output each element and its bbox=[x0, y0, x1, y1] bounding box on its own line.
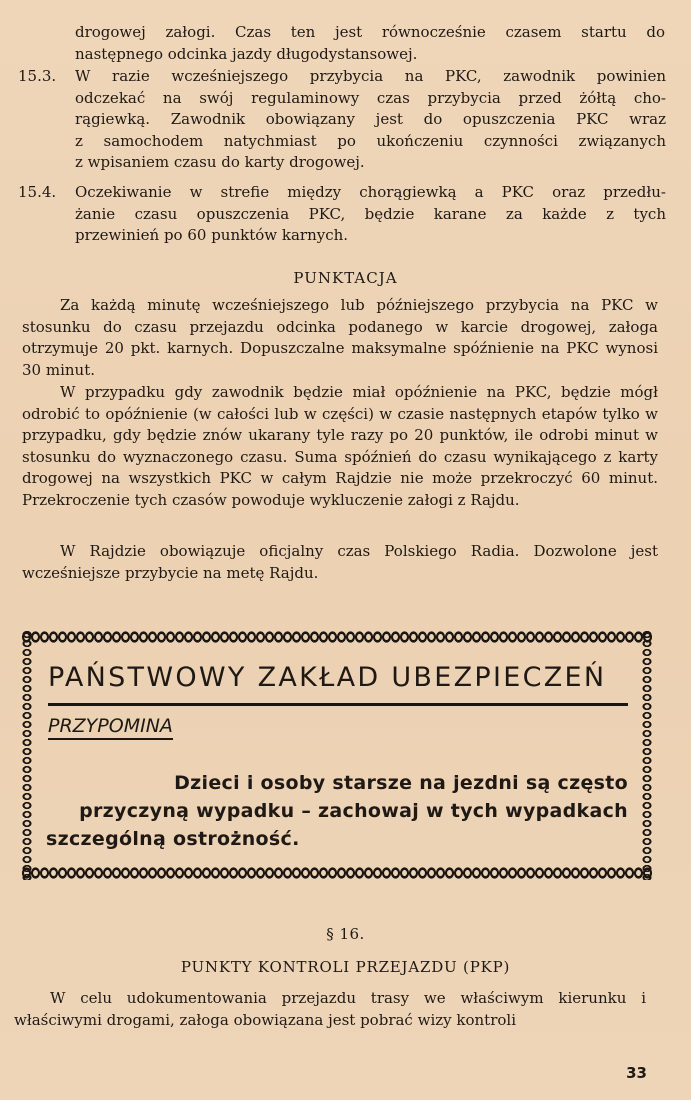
chain-border-right bbox=[640, 630, 654, 880]
advert-line: szczególną ostrożność. bbox=[46, 828, 300, 850]
section-number: § 16. bbox=[326, 925, 365, 943]
advert-title-rule bbox=[48, 703, 628, 706]
paragraph: W celu udokumentowania przejazdu trasy we właściwym kierunku i właściwymi drogami, załoga obowiązana jest pobrać wizy kontroli bbox=[14, 989, 646, 1029]
paragraph: W Rajdzie obowiązuje oficjalny czas Polskiego Radia. Dozwolone jest wcześniejsze przybycie na metę Rajdu. bbox=[22, 542, 658, 582]
chain-border-left bbox=[20, 630, 34, 880]
text-line: rągiewką. Zawodnik obowiązany jest do opuszczenia PKC wraz bbox=[75, 110, 666, 128]
text-line: następnego odcinka jazdy długodystansowej. bbox=[75, 44, 418, 63]
chain-border-bottom bbox=[22, 866, 652, 880]
item-15-4 bbox=[18, 182, 666, 247]
section-heading-pkp: PUNKTY KONTROLI PRZEJAZDU (PKP) bbox=[180, 958, 511, 976]
text-line: odczekać na swój regulaminowy czas przybycia przed żółtą cho- bbox=[75, 88, 666, 107]
item-number: 15.3. bbox=[18, 67, 57, 85]
paragraph: W przypadku gdy zawodnik będzie miał opóźnienie na PKC, będzie mógł odrobić to opóźnienie (w całości lub w części) w czasie następnych etapów tylko w przypadku, gdy będzie znów ukarany tyle razy po 20 punktów, ile odrobi minut w stosunku do wyznaczonego czasu. Suma spóźnień do czasu wynikającego z karty drogowej na wszystkich PKC w całym Rajdzie nie może przekroczyć 60 minut. Przekroczenie tych czasów powoduje wykluczenie załogi z Rajdu. bbox=[22, 383, 658, 509]
text-line: przewinień po 60 punktów karnych. bbox=[75, 226, 349, 244]
item-15-2-tail bbox=[75, 22, 665, 65]
advert-line: przyczyną wypadku – zachowaj w tych wypadkach bbox=[79, 800, 628, 822]
chain-border-top bbox=[22, 630, 652, 644]
text-line: z samochodem natychmiast po ukończeniu czynności związanych bbox=[75, 131, 666, 150]
page-number: 33 bbox=[626, 1064, 647, 1082]
text-line: drogowej załogi. Czas ten jest równocześnie czasem startu do bbox=[75, 23, 665, 41]
text-line: żanie czasu opuszczenia PKC, będzie karane za każde z tych bbox=[75, 204, 666, 223]
paragraph: Za każdą minutę wcześniejszego lub późniejszego przybycia na PKC w stosunku do czasu przejazdu odcinka podanego w karcie drogowej, załoga otrzymuje 20 pkt. karnych. Dopuszczalne maksymalne spóźnienie na PKC wynosi 30 minut. bbox=[22, 296, 658, 379]
item-number: 15.4. bbox=[18, 183, 57, 201]
text-line: Oczekiwanie w strefie między chorągiewką a PKC oraz przedłu- bbox=[75, 183, 666, 201]
text-line: W razie wcześniejszego przybycia na PKC, zawodnik powinien bbox=[75, 67, 666, 85]
advert-subtitle: PRZYPOMINA bbox=[48, 715, 173, 740]
advert-box bbox=[22, 630, 652, 880]
advert-line: Dzieci i osoby starsze na jezdni są często bbox=[174, 772, 628, 794]
section-heading-punktacja: PUNKTACJA bbox=[293, 269, 398, 287]
advert-title: PAŃSTWOWY ZAKŁAD UBEZPIECZEŃ bbox=[48, 662, 607, 693]
text-line: z wpisaniem czasu do karty drogowej. bbox=[75, 153, 365, 171]
advert-message bbox=[46, 769, 628, 853]
item-15-3 bbox=[18, 66, 666, 174]
